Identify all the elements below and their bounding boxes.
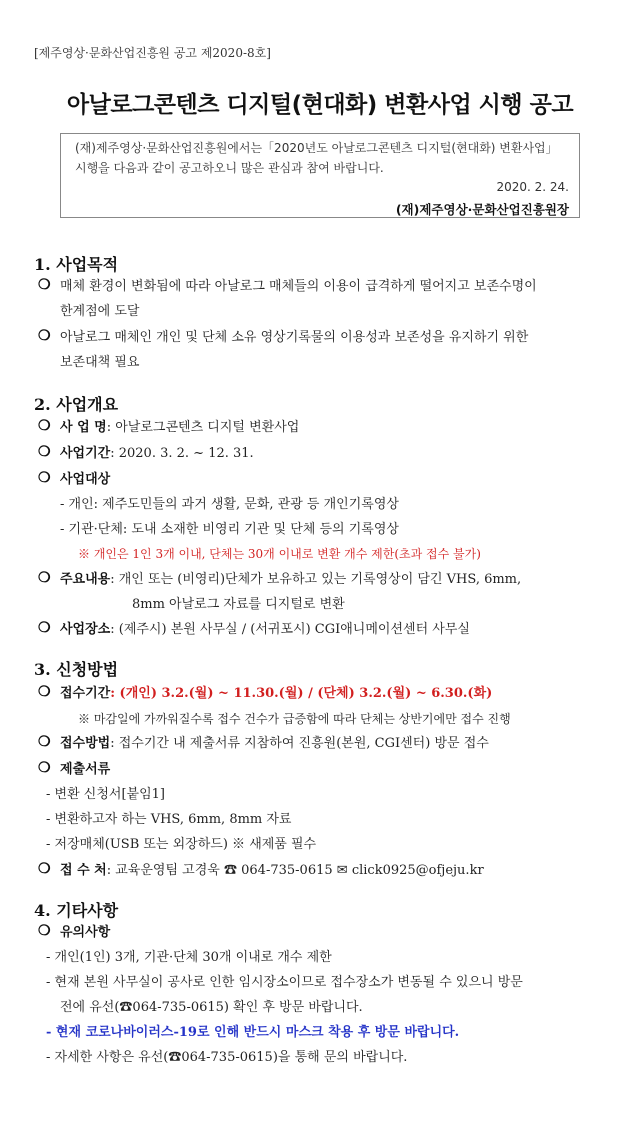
business-period [60,443,254,465]
business-content [60,569,521,591]
business-name [60,417,299,439]
section3-heading: 3. 신청방법 [34,660,119,679]
business-period-value: : 2020. 3. 2. ~ 12. 31. [110,446,254,461]
notice-number: [제주영상·문화산업진흥원 공고 제2020-8호] [34,46,271,60]
business-content-label: 주요내용 [60,572,111,587]
note-item: - 개인(1인) 3개, 기관·단체 30개 이내로 개수 제한 [46,950,332,965]
bullet-icon: ❍ [38,570,51,586]
contact-phone[interactable]: 064-735-0615 [241,863,333,878]
receipt-period-label: 접수기간 [60,686,111,701]
business-place-label: 사업장소 [60,622,111,637]
receipt-method-value: : 접수기간 내 제출서류 지참하여 진흥원(본원, CGI센터) 방문 접수 [110,736,489,751]
business-content-line2: 8mm 아날로그 자료를 디지털로 변환 [132,597,345,612]
receipt-period-note: ※ 마감일에 가까워질수록 접수 건수가 급증함에 따라 단체는 상반기에만 접수 진행 [78,712,511,726]
section1-item1-line1: 매체 환경이 변화됨에 따라 아날로그 매체들의 이용이 급격하게 떨어지고 보존수명이 [60,279,537,294]
section4-heading: 4. 기타사항 [34,901,119,920]
document-item: - 저장매체(USB 또는 외장하드) ※ 새제품 필수 [46,837,317,852]
contact [60,860,484,882]
bullet-icon: ❍ [38,328,51,344]
target-organization: - 기관·단체: 도내 소재한 비영리 기관 및 단체 등의 기록영상 [60,522,399,537]
section1-item2-line1: 아날로그 매체인 개인 및 단체 소유 영상기록물의 이용성과 보존성을 유지하기 위한 [60,330,529,345]
business-period-label: 사업기간 [60,446,111,461]
bullet-icon: ❍ [38,734,51,750]
intro-box [60,133,580,218]
business-place-value: : (제주시) 본원 사무실 / (서귀포시) CGI애니메이션센터 사무실 [110,622,470,637]
contact-email[interactable]: click0925@ofjeju.kr [351,863,484,878]
bullet-icon: ❍ [38,760,51,776]
bullet-icon: ❍ [38,684,51,700]
bullet-icon: ❍ [38,923,51,939]
receipt-period-value: : (개인) 3.2.(월) ~ 11.30.(월) / (단체) 3.2.(월) ~ 6.30.(화) [110,686,493,701]
receipt-method-label: 접수방법 [60,736,111,751]
section1-heading: 1. 사업목적 [34,255,119,274]
business-name-label: 사 업 명 [60,420,107,435]
target-individual: - 개인: 제주도민들의 과거 생활, 문화, 관광 등 개인기록영상 [60,497,399,512]
document-item: - 변환하고자 하는 VHS, 6mm, 8mm 자료 [46,812,292,827]
notes-label: 유의사항 [60,925,111,940]
note-item-continued: 전에 유선(☎064-735-0615) 확인 후 방문 바랍니다. [60,1000,363,1015]
business-name-value: : 아날로그콘텐츠 디지털 변환사업 [106,420,300,435]
bullet-icon: ❍ [38,861,51,877]
page-title: 아날로그콘텐츠 디지털(현대화) 변환사업 시행 공고 [66,92,574,118]
section1-item1-line2: 한계점에 도달 [60,304,140,319]
contact-person: : 교육운영팀 고경욱 [106,863,220,878]
note-item: - 자세한 사항은 유선(☎064-735-0615)을 통해 문의 바랍니다. [46,1050,408,1065]
document-item: - 변환 신청서[붙임1] [46,787,165,802]
intro-signer: (재)제주영상·문화산업진흥원장 [395,202,569,217]
receipt-period [60,683,492,705]
note-item: - 현재 본원 사무실이 공사로 인한 임시장소이므로 접수장소가 변동될 수 있으니 방문 [46,975,523,990]
email-icon: ✉ [336,863,348,878]
bullet-icon: ❍ [38,277,51,293]
phone-icon: ☎ [223,863,237,878]
target-note: ※ 개인은 1인 3개 이내, 단체는 30개 이내로 변환 개수 제한(초과 접수 불가) [78,547,481,561]
bullet-icon: ❍ [38,620,51,636]
business-place [60,619,470,641]
business-target-label: 사업대상 [60,472,111,487]
bullet-icon: ❍ [38,444,51,460]
section1-item2-line2: 보존대책 필요 [60,355,140,370]
section2-heading: 2. 사업개요 [34,395,119,414]
bullet-icon: ❍ [38,418,51,434]
intro-date: 2020. 2. 24. [496,180,569,194]
receipt-method [60,733,489,755]
intro-text: (재)제주영상·문화산업진흥원에서는「2020년도 아날로그콘텐츠 디지털(현대화) 변환사업」시행을 다음과 같이 공고하오니 많은 관심과 참여 바랍니다. [75,141,558,175]
contact-label: 접 수 처 [60,863,107,878]
documents-label: 제출서류 [60,762,111,777]
note-item-mask: - 현재 코로나바이러스-19로 인해 반드시 마스크 착용 후 방문 바랍니다. [46,1025,460,1040]
bullet-icon: ❍ [38,470,51,486]
business-content-value: : 개인 또는 (비영리)단체가 보유하고 있는 기록영상이 담긴 VHS, 6mm, [110,572,522,587]
